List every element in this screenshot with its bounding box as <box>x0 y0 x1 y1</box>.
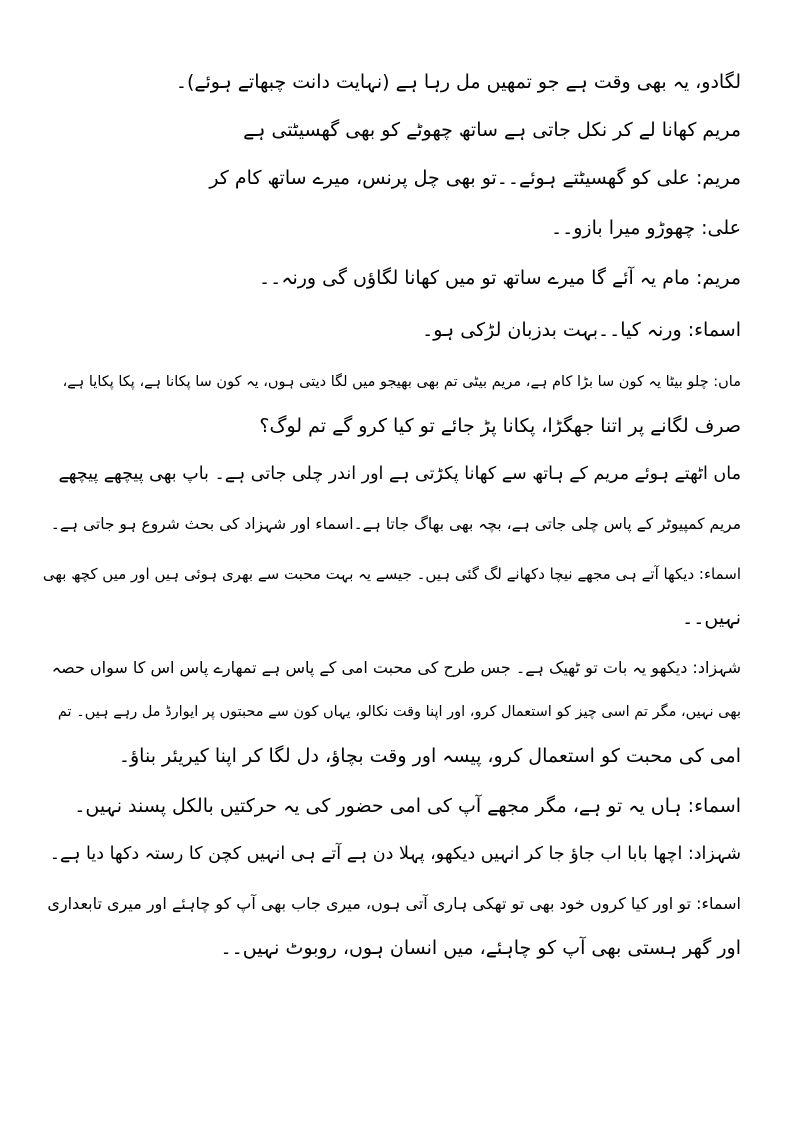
text-line-1: لگادو، یہ بھی وقت ہے جو تمھیں مل رہا ہے (نہایت دانت چبھاتے ہوئے)۔ <box>175 71 741 93</box>
text-line-12: نہیں۔۔ <box>682 607 741 629</box>
text-line-11: اسماء: دیکھا آتے ہی مجھے نیچا دکھانے لگ گئی ہیں۔ جیسے یہ بہت محبت سے بھری ہوئی ہیں اور میں کچھ بھی <box>42 565 741 583</box>
text-line-14: بھی نہیں، مگر تم اسی چیز کو استعمال کرو، اور اپنا وقت نکالو، یہاں کون سے محبتوں پر ایوارڈ مل رہے ہیں۔ تم <box>57 704 741 720</box>
text-line-7: ماں: چلو بیٹا یہ کون سا بڑا کام ہے، مریم بیٹی تم بھی بھیجو میں لگا دیتی ہوں، یہ کون سا پکانا ہے، پکا پکایا ہے، <box>62 374 741 390</box>
text-line-17: شہزاد: اچھا بابا اب جاؤ جا کر انہیں دیکھو، پہلا دن ہے آتے ہی انہیں کچن کا رستہ دکھا دیا ہے۔ <box>49 844 741 864</box>
text-line-10: مریم کمپیوٹر کے پاس چلی جاتی ہے، بچہ بھی بھاگ جاتا ہے۔اسماء اور شہزاد کی بحث شروع ہو جاتی ہے۔ <box>50 515 741 533</box>
text-line-4: علی: چھوڑو میرا بازو۔۔ <box>550 217 741 239</box>
text-line-6: اسماء: ورنہ کیا۔۔بہت بدزبان لڑکی ہو۔ <box>422 319 741 341</box>
text-line-15: امی کی محبت کو استعمال کرو، پیسہ اور وقت بچاؤ، دل لگا کر اپنا کیریئر بناؤ۔ <box>118 745 741 767</box>
text-line-13: شہزاد: دیکھو یہ بات تو ٹھیک ہے۔ جس طرح کی محبت امی کے پاس ہے تمھارے پاس اس کا سواں حصہ <box>51 658 741 677</box>
text-line-16: اسماء: ہاں یہ تو ہے، مگر مجھے آپ کی امی حضور کی یہ حرکتیں بالکل پسند نہیں۔ <box>74 795 741 817</box>
text-line-9: ماں اٹھتے ہوئے مریم کے ہاتھ سے کھانا پکڑتی ہے اور اندر چلی جاتی ہے۔ باپ بھی پیچھے پیچھے <box>58 464 741 484</box>
text-line-5: مریم: مام یہ آئے گا میرے ساتھ تو میں کھانا لگاؤں گی ورنہ۔۔ <box>259 267 741 289</box>
text-line-3: مریم: علی کو گھسیٹتے ہوئے۔۔تو بھی چل پرنس، میرے ساتھ کام کر <box>209 167 741 189</box>
text-line-19: اور گھر ہستی بھی آپ کو چاہئے، میں انسان ہوں، روبوٹ نہیں۔۔ <box>220 937 741 959</box>
text-line-2: مریم کھانا لے کر نکل جاتی ہے ساتھ چھوٹے کو بھی گھسیٹتی ہے <box>243 119 741 141</box>
text-line-18: اسماء: تو اور کیا کروں خود بھی تو تھکی ہاری آتی ہوں، میری جاب بھی آپ کو چاہئے اور میری تابعداری <box>47 894 741 913</box>
text-line-8: صرف لگانے پر اتنا جھگڑا، پکانا پڑ جائے تو کیا کرو گے تم لوگ؟ <box>259 415 741 437</box>
